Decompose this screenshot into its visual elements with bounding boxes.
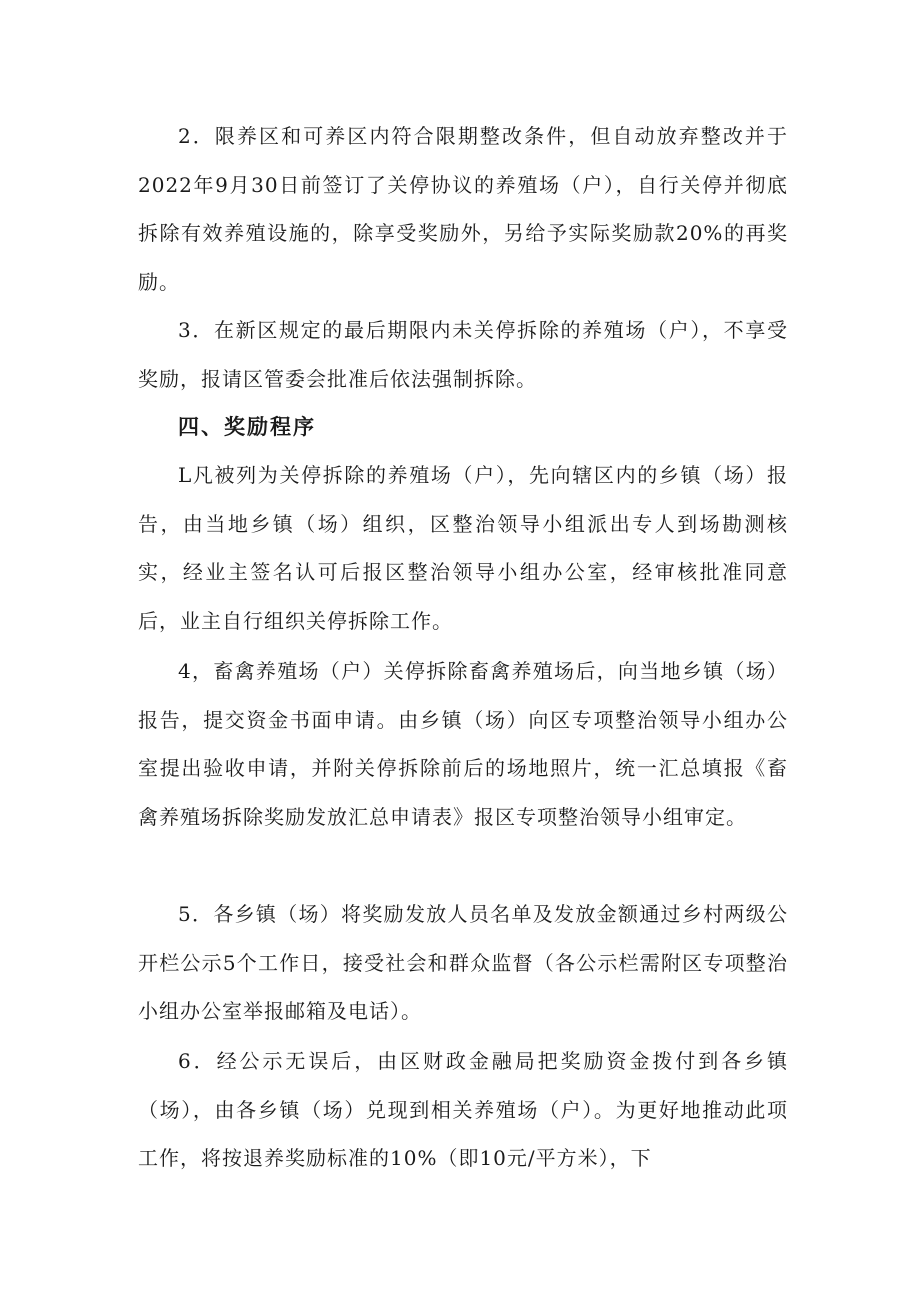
- paragraph-item-2: 2．限养区和可养区内符合限期整改条件，但自动放弃整改并于2022年9月30日前签订了关停协议的养殖场（户），自行关停并彻底拆除有效养殖设施的，除享受奖励外，另给予实际奖励款20%的再奖励。: [138, 124, 788, 294]
- paragraph-step-1: L凡被列为关停拆除的养殖场（户），先向辖区内的乡镇（场）报告，由当地乡镇（场）组织，区整治领导小组派出专人到场勘测核实，经业主签名认可后报区整治领导小组办公室，经审核批准同意后，业主自行组织关停拆除工作。: [138, 463, 788, 633]
- section-heading-reward-procedure: 四、奖励程序: [178, 415, 316, 439]
- paragraph-step-5: 5．各乡镇（场）将奖励发放人员名单及发放金额通过乡村两级公开栏公示5个工作日，接受社会和群众监督（各公示栏需附区专项整治小组办公室举报邮箱及电话）。: [138, 902, 788, 1023]
- paragraph-item-3: 3．在新区规定的最后期限内未关停拆除的养殖场（户），不享受奖励，报请区管委会批准后依法强制拆除。: [138, 318, 788, 391]
- paragraph-step-6: 6．经公示无误后，由区财政金融局把奖励资金拨付到各乡镇（场），由各乡镇（场）兑现到相关养殖场（户）。为更好地推动此项工作，将按退养奖励标准的10%（即10元/平方米），下: [138, 1049, 788, 1170]
- paragraph-step-4: 4，畜禽养殖场（户）关停拆除畜禽养殖场后，向当地乡镇（场）报告，提交资金书面申请。由乡镇（场）向区专项整治领导小组办公室提出验收申请，并附关停拆除前后的场地照片，统一汇总填报《畜禽养殖场拆除奖励发放汇总申请表》报区专项整治领导小组审定。: [138, 659, 788, 829]
